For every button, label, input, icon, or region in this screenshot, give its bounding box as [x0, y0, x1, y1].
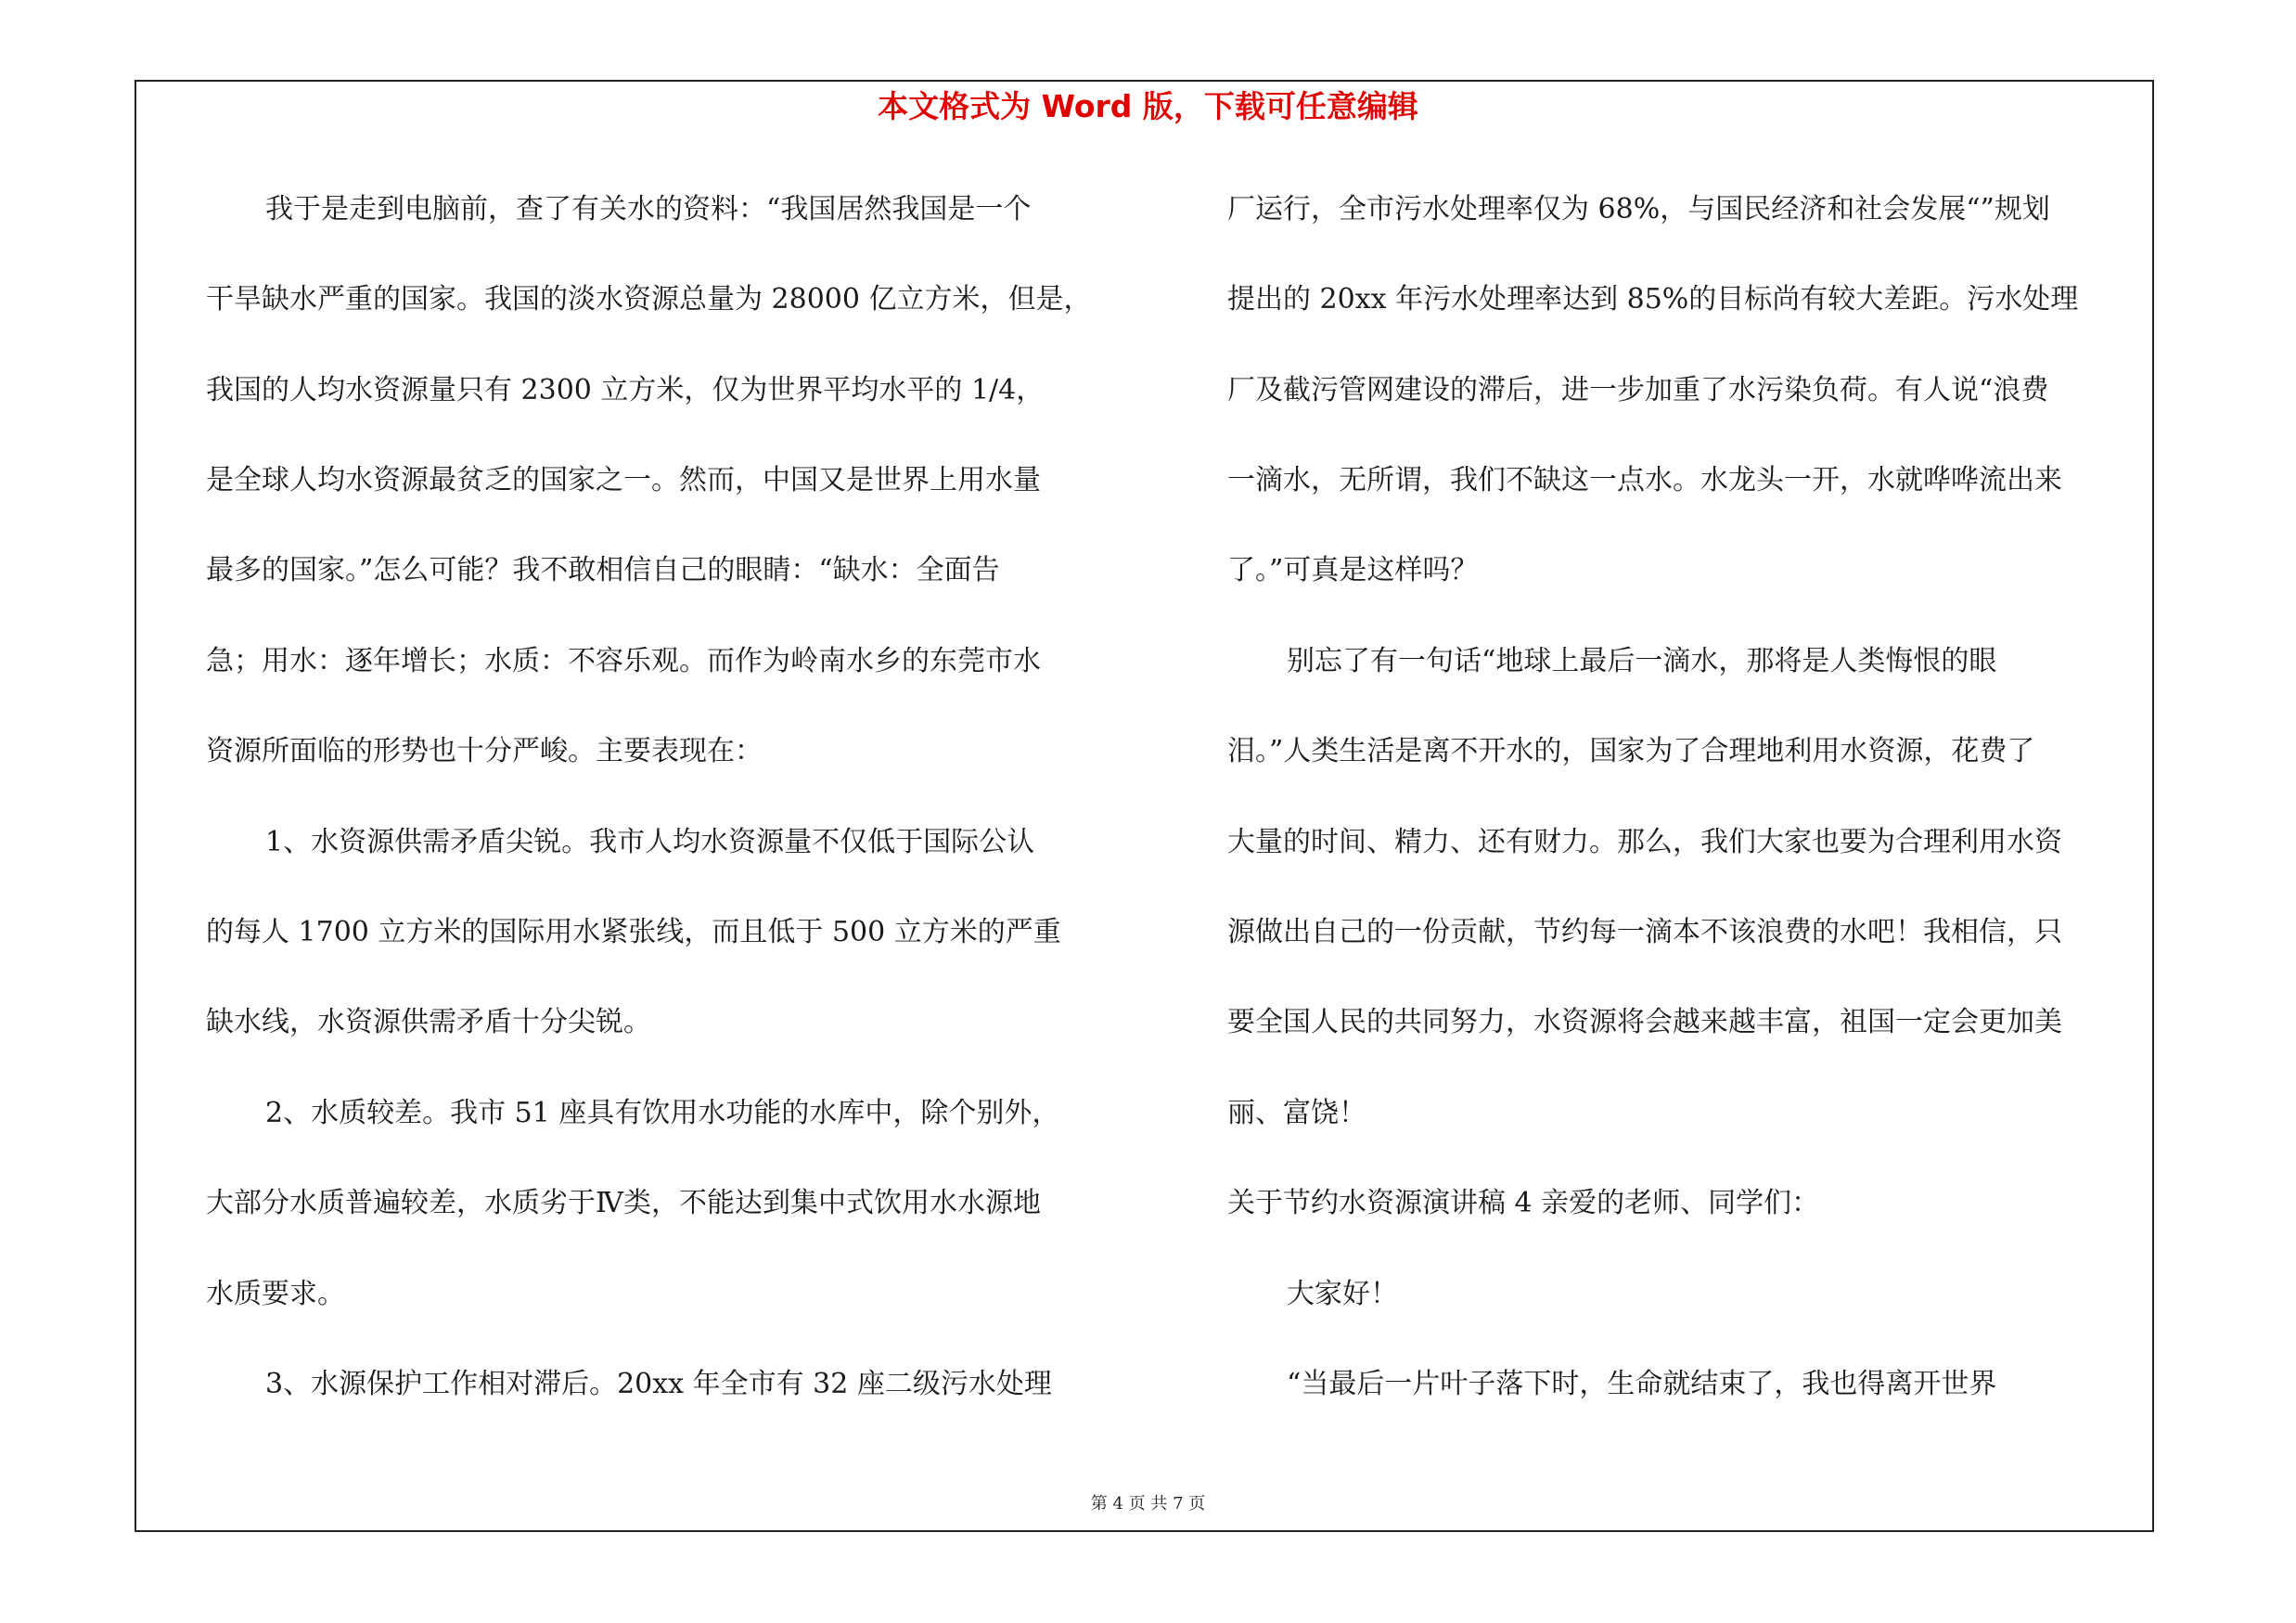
- text-line: 大家好！: [1287, 1278, 1398, 1310]
- text-line: 丽、富饶！: [1227, 1097, 1366, 1129]
- text-line: 最多的国家。”怎么可能？我不敢相信自己的眼睛：“缺水：全面告: [206, 554, 1000, 586]
- text-line: 3、水源保护工作相对滞后。20xx 年全市有 32 座二级污水处理: [265, 1368, 1052, 1400]
- text-line: 要全国人民的共同努力，水资源将会越来越丰富，祖国一定会更加美: [1227, 1006, 2062, 1038]
- text-line: 一滴水，无所谓，我们不缺这一点水。水龙头一开，水就哗哗流出来: [1227, 464, 2062, 496]
- text-line: 了。”可真是这样吗？: [1227, 554, 1479, 586]
- text-line: 2、水质较差。我市 51 座具有饮用水功能的水库中，除个别外，: [265, 1097, 1060, 1129]
- text-line: 是全球人均水资源最贫乏的国家之一。然而，中国又是世界上用水量: [206, 464, 1041, 496]
- format-notice-banner: 本文格式为 Word 版，下载可任意编辑: [878, 88, 1418, 124]
- text-line: 别忘了有一句话“地球上最后一滴水，那将是人类悔恨的眼: [1287, 645, 1997, 677]
- text-line: 干旱缺水严重的国家。我国的淡水资源总量为 28000 亿立方米，但是，: [206, 283, 1092, 316]
- page-number: 第 4 页 共 7 页: [1090, 1494, 1206, 1514]
- text-line: 大量的时间、精力、还有财力。那么，我们大家也要为合理利用水资: [1227, 826, 2062, 858]
- text-line: 提出的 20xx 年污水处理率达到 85%的目标尚有较大差距。污水处理: [1227, 283, 2079, 316]
- text-line: 泪。”人类生活是离不开水的，国家为了合理地利用水资源，花费了: [1227, 735, 2035, 767]
- text-line: 厂运行，全市污水处理率仅为 68%，与国民经济和社会发展“”规划: [1227, 193, 2050, 225]
- text-line: 源做出自己的一份贡献，节约每一滴本不该浪费的水吧！我相信，只: [1227, 916, 2062, 948]
- text-line: 我国的人均水资源量只有 2300 立方米，仅为世界平均水平的 1/4，: [206, 374, 1045, 406]
- text-line: 厂及截污管网建设的滞后，进一步加重了水污染负荷。有人说“浪费: [1227, 374, 2049, 406]
- text-line: 大部分水质普遍较差，水质劣于Ⅳ类，不能达到集中式饮用水水源地: [206, 1187, 1041, 1219]
- text-line: 缺水线，水资源供需矛盾十分尖锐。: [206, 1006, 651, 1038]
- text-line: 急；用水：逐年增长；水质：不容乐观。而作为岭南水乡的东莞市水: [206, 645, 1041, 677]
- text-line: 我于是走到电脑前，查了有关水的资料：“我国居然我国是一个: [265, 193, 1032, 225]
- text-line: 关于节约水资源演讲稿 4 亲爱的老师、同学们：: [1227, 1187, 1820, 1219]
- text-line: 的每人 1700 立方米的国际用水紧张线，而且低于 500 立方米的严重: [206, 916, 1061, 948]
- text-line: 水质要求。: [206, 1278, 345, 1310]
- text-line: 1、水资源供需矛盾尖锐。我市人均水资源量不仅低于国际公认: [265, 826, 1035, 858]
- text-line: 资源所面临的形势也十分严峻。主要表现在：: [206, 735, 763, 767]
- text-line: “当最后一片叶子落下时，生命就结束了，我也得离开世界: [1287, 1368, 1997, 1400]
